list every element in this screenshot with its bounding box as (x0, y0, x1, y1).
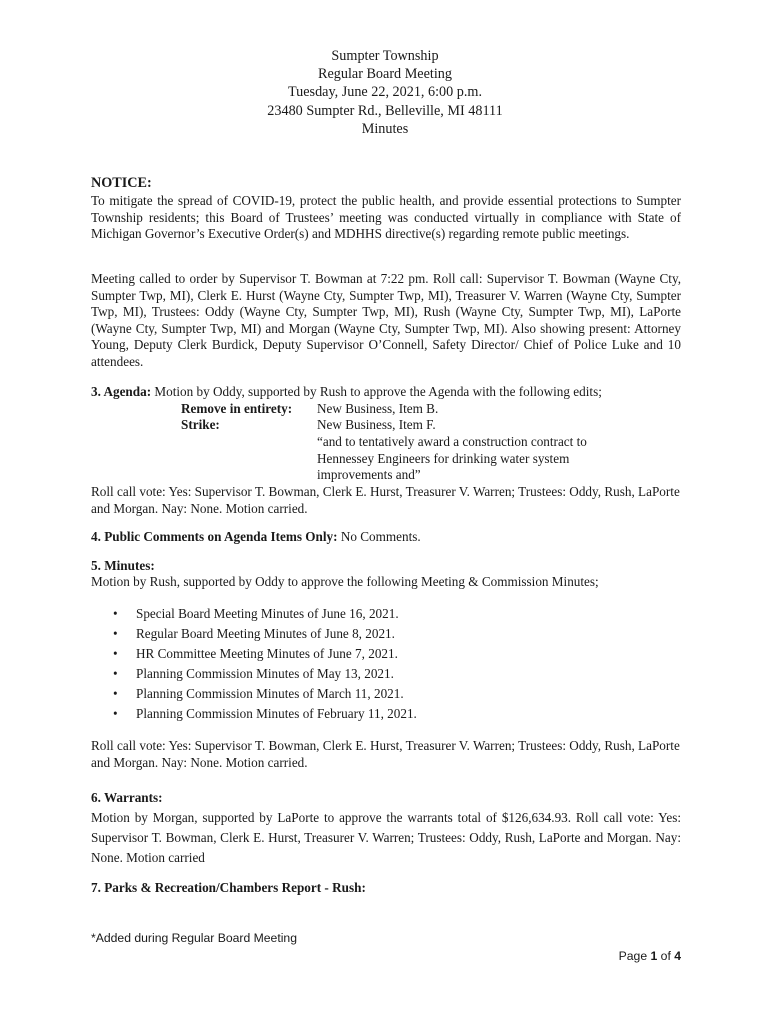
footnote: *Added during Regular Board Meeting (91, 931, 297, 945)
bullet-icon: • (113, 706, 118, 722)
page-number: Page 1 of 4 (618, 949, 681, 963)
header-date: Tuesday, June 22, 2021, 6:00 p.m. (287, 84, 483, 101)
bullet-icon: • (113, 666, 118, 682)
agenda-remove-value: New Business, Item B. (317, 401, 439, 416)
minutes-vote: Roll call vote: Yes: Supervisor T. Bowman, Clerk E. Hurst, Treasurer V. Warren; Trustees: Oddy, Rush, LaPorte and Morgan. Nay: None. Motion carried. (91, 738, 680, 770)
agenda-strike-line-2: “and to tentatively award a construction contract to (317, 434, 587, 449)
notice-text: To mitigate the spread of COVID-19, protect the public health, and provide essential protections to Sumpter Township residents; this Board of Trustees’ meeting was conducted virtually in compliance with State of Michigan Governor’s Executive Order(s) and MDHHS directive(s) regarding remote public meetings. (91, 193, 681, 242)
list-item: • Regular Board Meeting Minutes of June 8, 2021. (91, 624, 651, 644)
document-header (0, 47, 770, 138)
public-comments-text: No Comments. (337, 529, 421, 544)
agenda-remove-label: Remove in entirety: (181, 401, 293, 416)
header-doc-type: Minutes (361, 120, 409, 137)
minutes-list (91, 604, 651, 725)
warrants-heading: 6. Warrants: (91, 790, 163, 805)
bullet-icon: • (113, 686, 118, 702)
agenda-heading: 3. Agenda: (91, 384, 152, 399)
header-meeting-type: Regular Board Meeting (318, 66, 452, 83)
agenda-text: Motion by Oddy, supported by Rush to approve the Agenda with the following edits; (151, 384, 602, 399)
minutes-text: Motion by Rush, supported by Oddy to approve the following Meeting & Commission Minutes; (91, 574, 599, 589)
list-item: • Planning Commission Minutes of May 13, 2021. (91, 664, 651, 684)
call-to-order-text: Meeting called to order by Supervisor T. Bowman at 7:22 pm. Roll call: Supervisor T. Bowman (Wayne Cty, Sumpter Twp, MI), Clerk E. Hurst (Wayne Cty, Sumpter Twp, MI), Treasurer V. Warren (Wayne Cty, Sumpter Twp, MI), Trustees: Oddy (Wayne Cty, Sumpter Twp, MI), Rush (Wayne Cty, Sumpter Twp, MI), LaPorte (Wayne Cty, Sumpter Twp, MI) and Morgan (Wayne Cty, Sumpter Twp, MI). Also showing present: Attorney Young, Deputy Clerk Burdick, Deputy Supervisor O’Connell, Safety Director/ Chief of Police Luke and 10 attendees. (91, 271, 681, 369)
agenda-vote: Roll call vote: Yes: Supervisor T. Bowman, Clerk E. Hurst, Treasurer V. Warren; Trustees: Oddy, Rush, LaPorte and Morgan. Nay: None. Motion carried. (91, 484, 680, 516)
notice-heading: NOTICE: (91, 175, 152, 191)
page-total: 4 (674, 949, 681, 963)
page-current: 1 (650, 949, 658, 963)
list-item: • Special Board Meeting Minutes of June 16, 2021. (91, 604, 651, 624)
public-comments-heading: 4. Public Comments on Agenda Items Only: (91, 529, 338, 544)
list-item: • Planning Commission Minutes of March 11, 2021. (91, 684, 651, 704)
parks-heading: 7. Parks & Recreation/Chambers Report - Rush: (91, 880, 366, 895)
header-address: 23480 Sumpter Rd., Belleville, MI 48111 (267, 102, 503, 119)
minutes-heading: 5. Minutes: (91, 558, 155, 573)
list-item: • Planning Commission Minutes of February 11, 2021. (91, 704, 651, 724)
agenda-strike-value: New Business, Item F. (317, 417, 436, 432)
bullet-icon: • (113, 646, 118, 662)
warrants-text: Motion by Morgan, supported by LaPorte to approve the warrants total of $126,634.93. Roll call vote: Yes: Supervisor T. Bowman, Clerk E. Hurst, Treasurer V. Warren; Trustees: Oddy, Rush, LaPorte and Morgan. Nay: None. Motion carried (91, 810, 681, 865)
public-comments-section (91, 529, 681, 546)
agenda-strike-line-4: improvements and” (317, 467, 421, 482)
agenda-section (91, 384, 681, 401)
bullet-icon: • (113, 626, 118, 642)
bullet-icon: • (113, 606, 118, 621)
header-township: Sumpter Township (331, 48, 439, 64)
list-item: • HR Committee Meeting Minutes of June 7, 2021. (91, 644, 651, 664)
agenda-strike-label: Strike: (181, 417, 220, 432)
agenda-strike-line-3: Hennessey Engineers for drinking water system (317, 451, 570, 466)
